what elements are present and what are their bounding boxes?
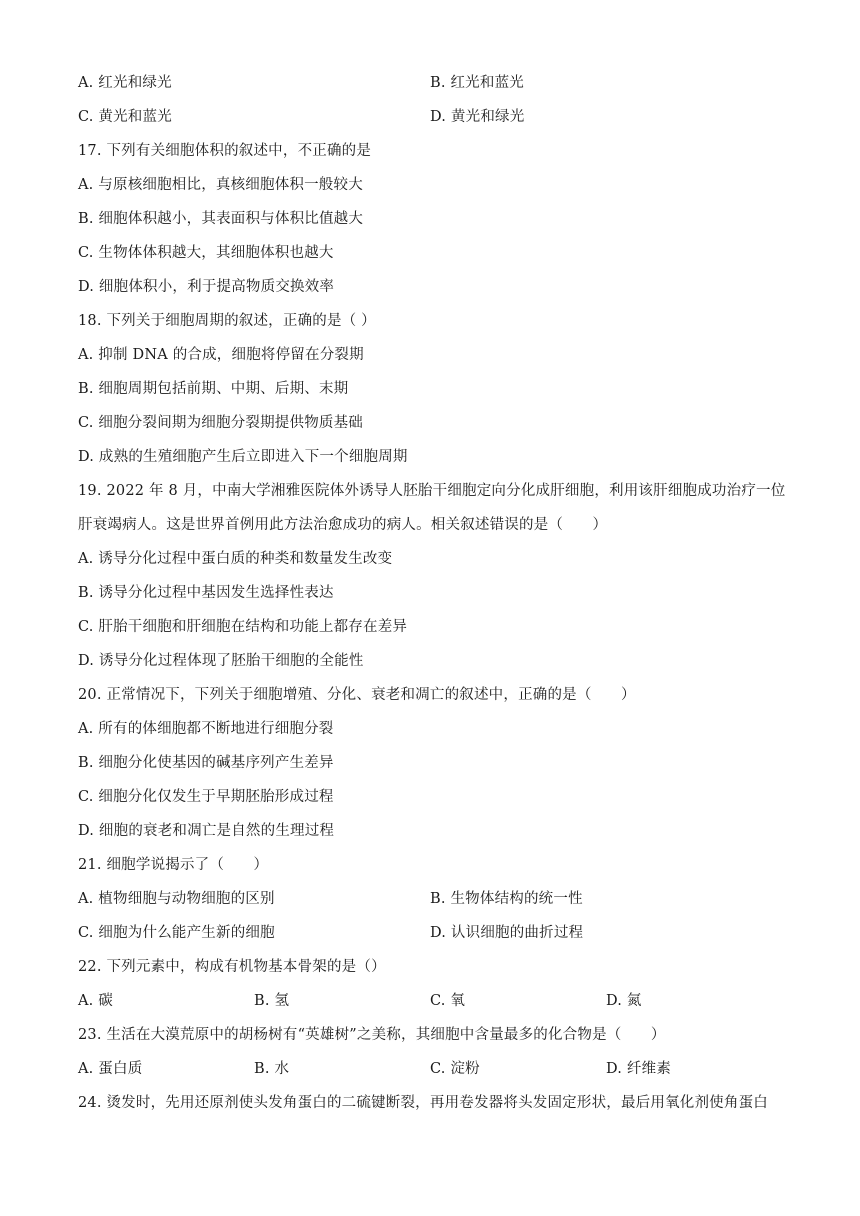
q23-option-c: C. 淀粉 (430, 1061, 480, 1077)
q20-option-b: B. 细胞分化使基因的碱基序列产生差异 (78, 755, 334, 771)
q17-stem: 17. 下列有关细胞体积的叙述中，不正确的是 (78, 143, 372, 159)
q23-option-d: D. 纤维素 (606, 1061, 672, 1077)
q19-stem-line1: 19. 2022 年 8 月，中南大学湘雅医院体外诱导人胚胎干细胞定向分化成肝细胞，利用该肝细胞成功治疗一位 (78, 483, 786, 499)
q17-option-a: A. 与原核细胞相比，真核细胞体积一般较大 (78, 177, 363, 193)
q23-stem: 23. 生活在大漠荒原中的胡杨树有“英雄树”之美称，其细胞中含量最多的化合物是（ ） (78, 1027, 666, 1043)
q18-option-b: B. 细胞周期包括前期、中期、后期、末期 (78, 381, 349, 397)
q21-option-c: C. 细胞为什么能产生新的细胞 (78, 925, 275, 941)
q21-option-d: D. 认识细胞的曲折过程 (430, 925, 584, 941)
q19-stem-line2: 肝衰竭病人。这是世界首例用此方法治愈成功的病人。相关叙述错误的是（ ） (78, 517, 608, 533)
q18-option-c: C. 细胞分裂间期为细胞分裂期提供物质基础 (78, 415, 363, 431)
q22-stem: 22. 下列元素中，构成有机物基本骨架的是（） (78, 959, 386, 975)
q16-option-c: C. 黄光和蓝光 (78, 109, 172, 125)
q17-option-d: D. 细胞体积小，利于提高物质交换效率 (78, 279, 335, 295)
q17-option-b: B. 细胞体积越小，其表面积与体积比值越大 (78, 211, 364, 227)
q21-option-a: A. 植物细胞与动物细胞的区别 (78, 891, 275, 907)
q19-option-c: C. 肝胎干细胞和肝细胞在结构和功能上都存在差异 (78, 619, 408, 635)
q19-option-d: D. 诱导分化过程体现了胚胎干细胞的全能性 (78, 653, 364, 669)
q22-option-a: A. 碳 (78, 993, 113, 1009)
q24-stem-line1: 24. 烫发时，先用还原剂使头发角蛋白的二硫键断裂，再用卷发器将头发固定形状，最后用氧化剂使角蛋白 (78, 1095, 768, 1111)
q18-option-a: A. 抑制 DNA 的合成，细胞将停留在分裂期 (78, 347, 364, 363)
q20-stem: 20. 正常情况下，下列关于细胞增殖、分化、衰老和凋亡的叙述中，正确的是（ ） (78, 687, 636, 703)
q23-option-b: B. 水 (254, 1061, 290, 1077)
q17-option-c: C. 生物体体积越大，其细胞体积也越大 (78, 245, 334, 261)
q16-option-a: A. 红光和绿光 (78, 75, 172, 91)
q23-option-a: A. 蛋白质 (78, 1061, 143, 1077)
q16-option-b: B. 红光和蓝光 (430, 75, 524, 91)
q20-option-d: D. 细胞的衰老和凋亡是自然的生理过程 (78, 823, 335, 839)
q22-option-b: B. 氢 (254, 993, 290, 1009)
q22-option-d: D. 氮 (606, 993, 642, 1009)
q20-option-a: A. 所有的体细胞都不断地进行细胞分裂 (78, 721, 334, 737)
q22-option-c: C. 氧 (430, 993, 466, 1009)
q16-option-d: D. 黄光和绿光 (430, 109, 525, 125)
q20-option-c: C. 细胞分化仅发生于早期胚胎形成过程 (78, 789, 334, 805)
q21-stem: 21. 细胞学说揭示了（ ） (78, 857, 269, 873)
q18-stem: 18. 下列关于细胞周期的叙述，正确的是（ ） (78, 313, 376, 329)
q18-option-d: D. 成熟的生殖细胞产生后立即进入下一个细胞周期 (78, 449, 408, 465)
q19-option-b: B. 诱导分化过程中基因发生选择性表达 (78, 585, 334, 601)
q19-option-a: A. 诱导分化过程中蛋白质的种类和数量发生改变 (78, 551, 393, 567)
q21-option-b: B. 生物体结构的统一性 (430, 891, 583, 907)
